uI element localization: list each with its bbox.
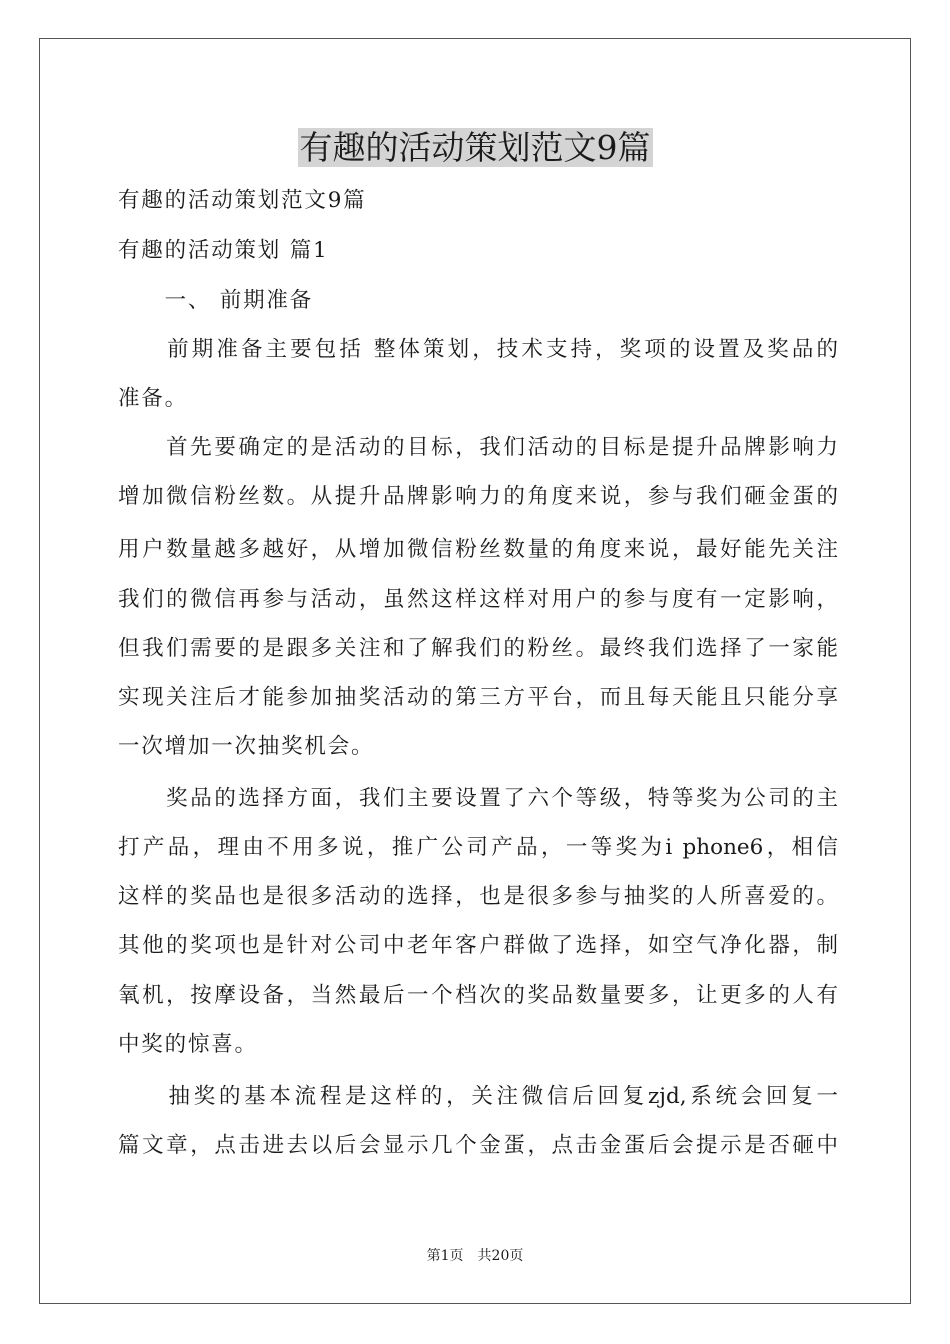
text-line: 打产品，理由不用多说，推广公司产品，一等奖为i phone6，相信 [118,835,838,860]
text-line: 一、 前期准备 [118,288,314,313]
text-line: 其他的奖项也是针对公司中老年客户群做了选择，如空气净化器，制 [118,933,838,958]
text-line: 有趣的活动策划范文9篇 [118,188,367,213]
text-line: 抽奖的基本流程是这样的，关注微信后回复zjd,系统会回复一 [118,1084,838,1109]
document-title: 有趣的活动策划范文9篇 [299,128,651,167]
text-line: 我们的微信再参与活动，虽然这样这样对用户的参与度有一定影响， [118,587,838,612]
text-line: 这样的奖品也是很多活动的选择，也是很多参与抽奖的人所喜爱的。 [118,884,838,909]
text-line: 实现关注后才能参加抽奖活动的第三方平台，而且每天能且只能分享 [118,685,838,710]
text-line: 前期准备主要包括 整体策划，技术支持，奖项的设置及奖品的 [118,337,838,362]
text-line: 首先要确定的是活动的目标，我们活动的目标是提升品牌影响力 [118,435,838,460]
text-line: 增加微信粉丝数。从提升品牌影响力的角度来说，参与我们砸金蛋的 [118,484,838,509]
text-line: 中奖的惊喜。 [118,1032,258,1057]
text-line: 一次增加一次抽奖机会。 [118,734,375,759]
text-line: 氧机，按摩设备，当然最后一个档次的奖品数量要多，让更多的人有 [118,983,838,1008]
page-footer: 第1页 共20页 [426,1248,524,1264]
page-border [39,38,911,1304]
text-line: 篇文章，点击进去以后会显示几个金蛋，点击金蛋后会提示是否砸中 [118,1133,838,1158]
text-line: 准备。 [118,386,188,411]
text-line: 奖品的选择方面，我们主要设置了六个等级，特等奖为公司的主 [118,786,838,811]
text-line: 用户数量越多越好，从增加微信粉丝数量的角度来说，最好能先关注 [118,537,838,562]
text-line: 有趣的活动策划 篇1 [118,238,329,263]
text-line: 但我们需要的是跟多关注和了解我们的粉丝。最终我们选择了一家能 [118,636,838,661]
